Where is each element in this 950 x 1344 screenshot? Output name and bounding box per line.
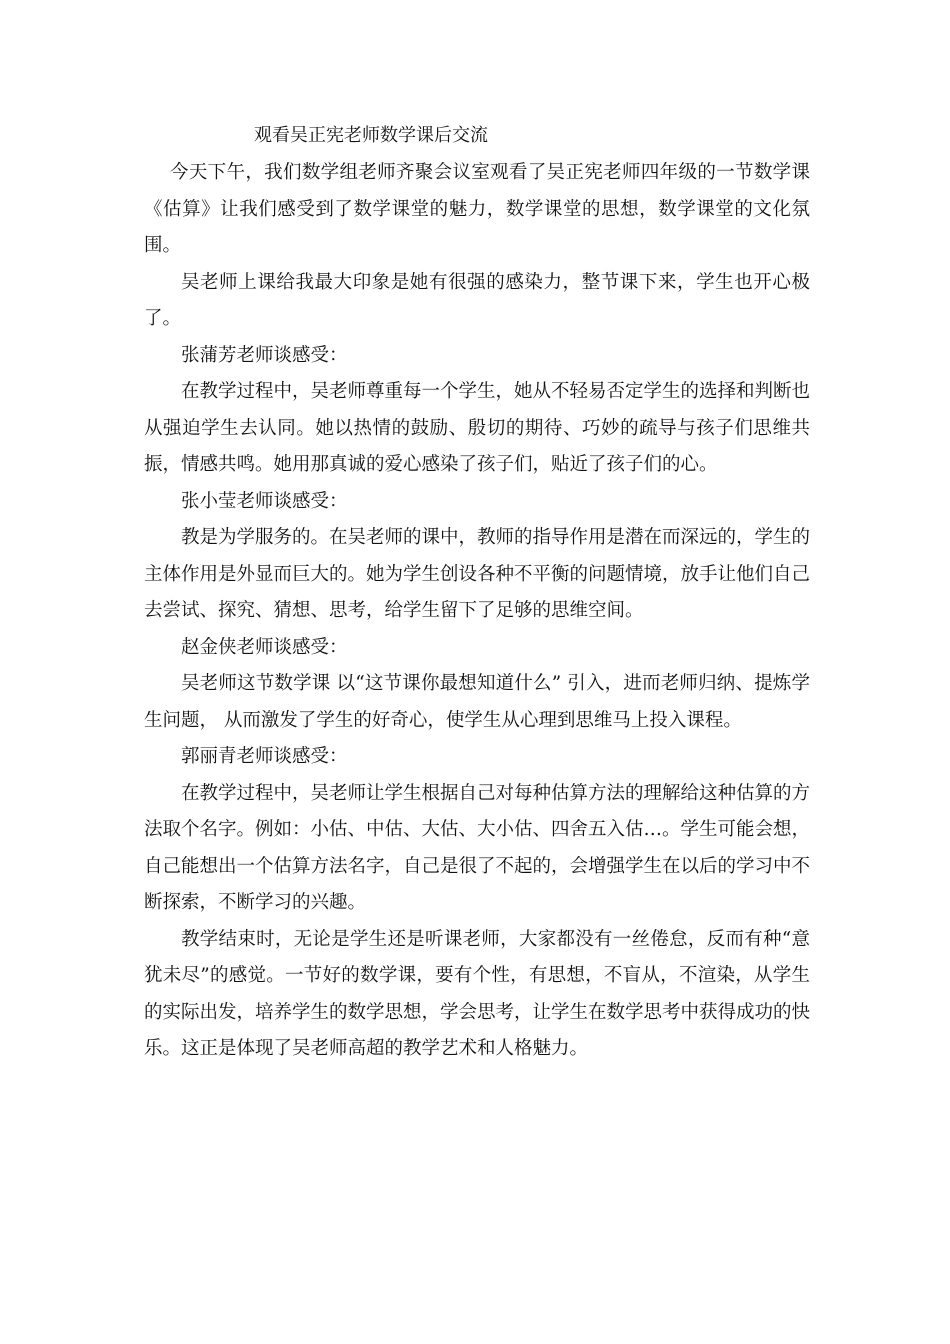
speaker-heading-zhao-jinxia: 赵金侠老师谈感受： [181,636,348,658]
speaker-heading-zhang-pufang: 张蒲芳老师谈感受： [181,344,348,366]
paragraph-zhang-xiaoying: 教是为学服务的。在吴老师的课中，教师的指导作用是潜在而深远的，学生的主体作用是外显而巨大的。她为学生创设各种不平衡的问题情境，放手让他们自己去尝试、探究、猜想、思考，给学生留下了足够的思维空间。 [144,527,811,621]
speaker-heading-guo-liqing: 郭丽青老师谈感受： [181,746,348,767]
speaker-heading-zhang-xiaoying: 张小莹老师谈感受： [181,490,348,512]
paragraph-conclusion: 教学结束时，无论是学生还是听课老师，大家都没有一丝倦怠，反而有种“意犹未尽”的感觉。一节好的数学课，要有个性，有思想，不盲从，不渲染，从学生的实际出发，培养学生的数学思想，学会思考，让学生在数学思考中获得成功的快乐。这正是体现了吴老师高超的教学艺术和人格魅力。 [144,928,811,1059]
paragraph-intro: 今天下午，我们数学组老师齐聚会议室观看了吴正宪老师四年级的一节数学课《估算》让我们感受到了数学课堂的魅力，数学课堂的思想，数学课堂的文化氛围。 [144,162,810,256]
paragraph-guo-liqing: 在教学过程中，吴老师让学生根据自己对每种估算方法的理解给这种估算的方法取个名字。例如：小估、中估、大估、大小估、四舍五入估…。学生可能会想，自己能想出一个估算方法名字，自己是很了不起的，会增强学生在以后的学习中不断探索，不断学习的兴趣。 [144,782,811,913]
paragraph-zhao-jinxia: 吴老师这节数学课 以“这节课你最想知道什么” 引入，进而老师归纳、提炼学生问题， 从而激发了学生的好奇心，使学生从心理到思维马上投入课程。 [144,673,810,731]
paragraph-zhang-pufang: 在教学过程中，吴老师尊重每一个学生，她从不轻易否定学生的选择和判断也从强迫学生去认同。她以热情的鼓励、殷切的期待、巧妙的疏导与孩子们思维共振，情感共鸣。她用那真诚的爱心感染了孩子们，贴近了孩子们的心。 [144,381,811,475]
document-title: 观看吴正宪老师数学课后交流 [254,125,488,146]
paragraph-impression: 吴老师上课给我最大印象是她有很强的感染力，整节课下来，学生也开心极了。 [144,271,810,329]
document-body [144,155,810,1068]
